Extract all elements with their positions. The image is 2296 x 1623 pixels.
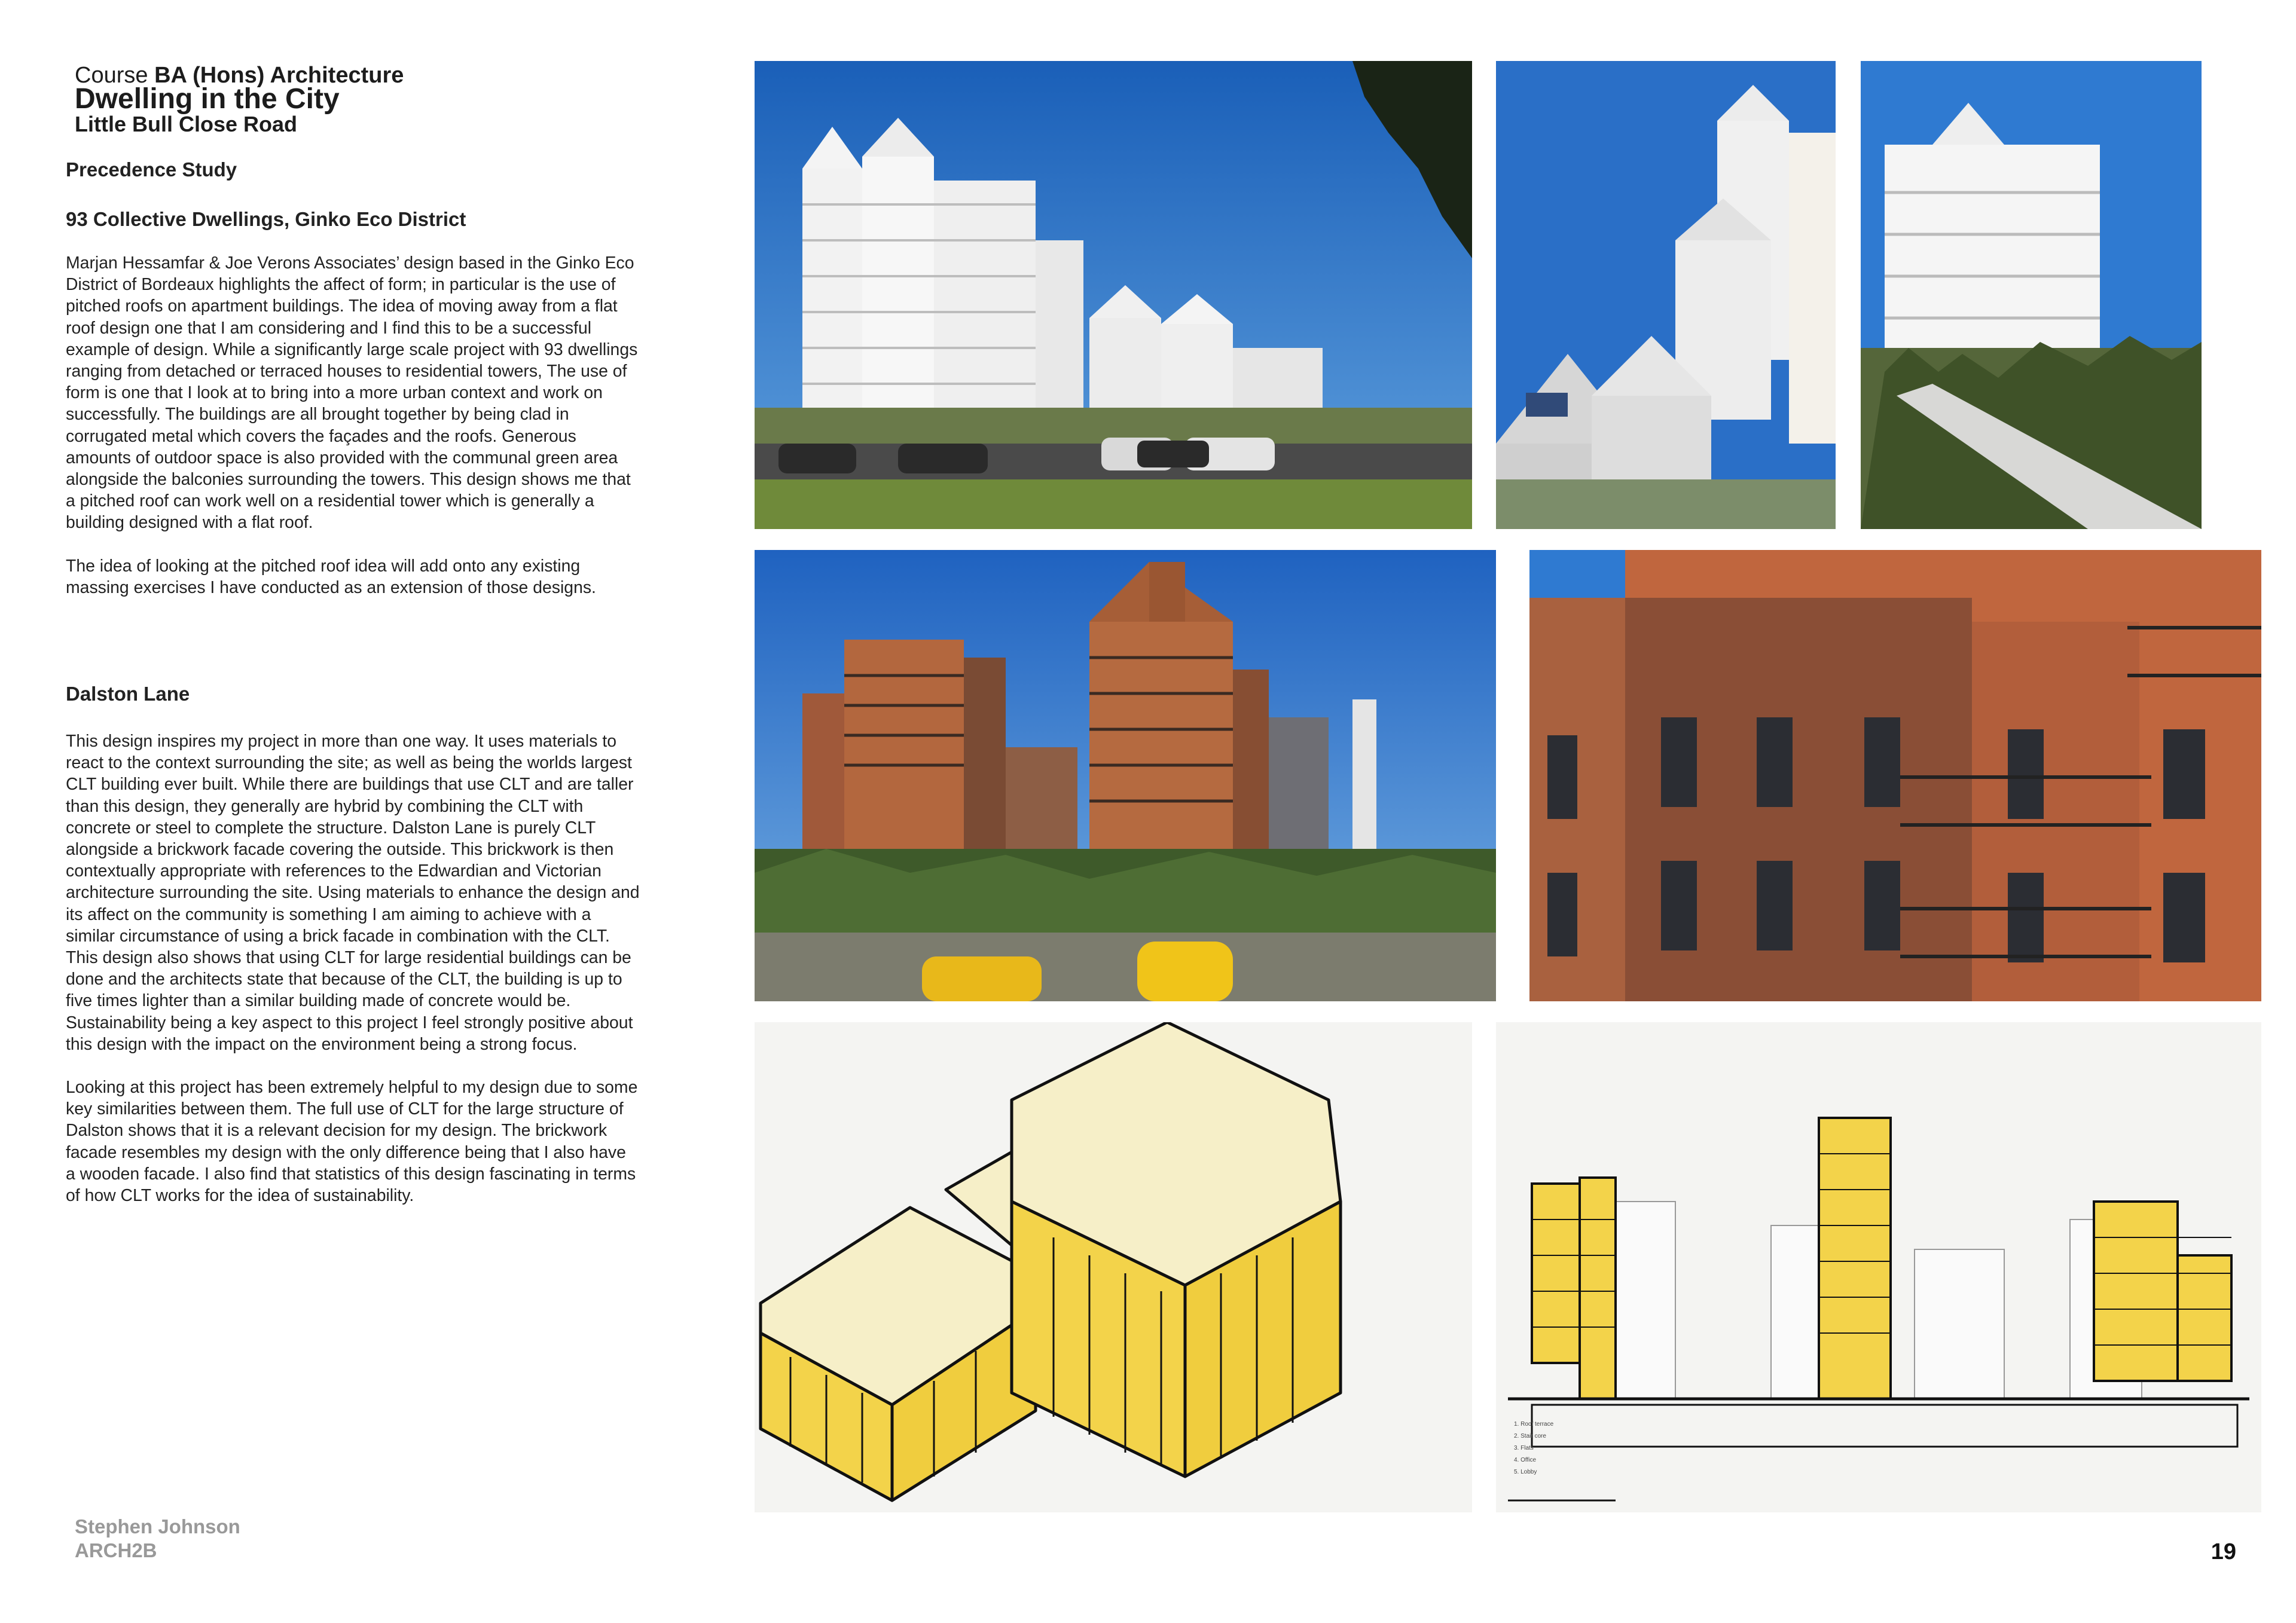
dalston-rail-photo bbox=[755, 550, 1496, 1001]
author-name: Stephen Johnson bbox=[75, 1515, 240, 1538]
section-diagram bbox=[1496, 1022, 2261, 1512]
page-number: 19 bbox=[2210, 1539, 2236, 1564]
legend-item: 5. Lobby bbox=[1514, 1469, 1537, 1475]
legend-item: 4. Office bbox=[1514, 1457, 1537, 1463]
module-code: ARCH2B bbox=[75, 1539, 157, 1561]
course-name: BA (Hons) Architecture bbox=[154, 63, 404, 88]
ginko-houses-photo bbox=[1496, 61, 1836, 529]
site-name: Little Bull Close Road bbox=[75, 112, 298, 136]
section1-body bbox=[66, 252, 640, 620]
ginko-street-photo bbox=[755, 61, 1472, 529]
project-title: Dwelling in the City bbox=[75, 83, 340, 115]
section1-paragraph: The idea of looking at the pitched roof idea will add onto any existing massing exercises I have conducted as an extension of those designs. bbox=[66, 556, 596, 597]
legend-item: 2. Stair core bbox=[1514, 1433, 1546, 1439]
dalston-brick-photo bbox=[1529, 550, 2261, 1001]
section1-paragraph: Marjan Hessamfar & Joe Verons Associates’ design based in the Ginko Eco District of Bordeaux highlights the affect of form; in particular is the use of pitched roofs on apartment buildings. The idea of moving away from a flat roof design one that I am considering and I find this to be a successful example of design. While a significantly large scale project with 93 dwellings ranging from detached or terraced houses to residential towers, The use of form is one that I look at to bring into a more urban context and work on successfully. The buildings are all brought together by being clad in corrugated metal which covers the façades and the roofs. Generous amounts of outdoor space is also provided with the communal green area alongside the balconies surrounding the towers. This design shows me that a pitched roof can work well on a residential tower which is generally a building designed with a flat roof. bbox=[66, 253, 638, 533]
section2-body bbox=[66, 730, 640, 1228]
study-heading: Precedence Study bbox=[66, 158, 237, 181]
section1-title: 93 Collective Dwellings, Ginko Eco District bbox=[66, 208, 466, 230]
section2-title: Dalston Lane bbox=[66, 683, 190, 705]
legend-item: 3. Flats bbox=[1514, 1445, 1534, 1451]
ginko-tower-photo bbox=[1861, 61, 2202, 529]
section2-paragraph: Looking at this project has been extremely helpful to my design due to some key similarities between them. The full use of CLT for the large structure of Dalston shows that it is a relevant decision for my design. The brickwork facade resembles my design with the only difference being that I also have a wooden facade. I also find that statistics of this design fascinating in terms of how CLT works for the idea of sustainability. bbox=[66, 1078, 638, 1206]
axonometric-diagram bbox=[755, 1022, 1472, 1512]
legend-item: 1. Roof terrace bbox=[1514, 1421, 1554, 1428]
course-prefix: Course bbox=[75, 63, 155, 88]
section2-paragraph: This design inspires my project in more than one way. It uses materials to react to the context surrounding the site; as well as being the worlds largest CLT building ever built. While there are buildings that use CLT and are taller than this design, they generally are hybrid by combining the CLT with concrete or steel to complete the structure. Dalston Lane is purely CLT alongside a brickwork facade covering the outside. This brickwork is then contextually appropriate with references to the Edwardian and Victorian architecture surrounding the site. Using materials to enhance the design and its affect on the community is something I am aiming to achieve with a similar circumstance of using a brick facade in combination with the CLT. This design also shows that using CLT for large residential buildings can be done and the architects state that because of the CLT, the building is up to five times lighter than a similar building made of concrete would be. Sustainability being a key aspect to this project I feel strongly positive about this design with the impact on the environment being a strong focus. bbox=[66, 732, 640, 1054]
